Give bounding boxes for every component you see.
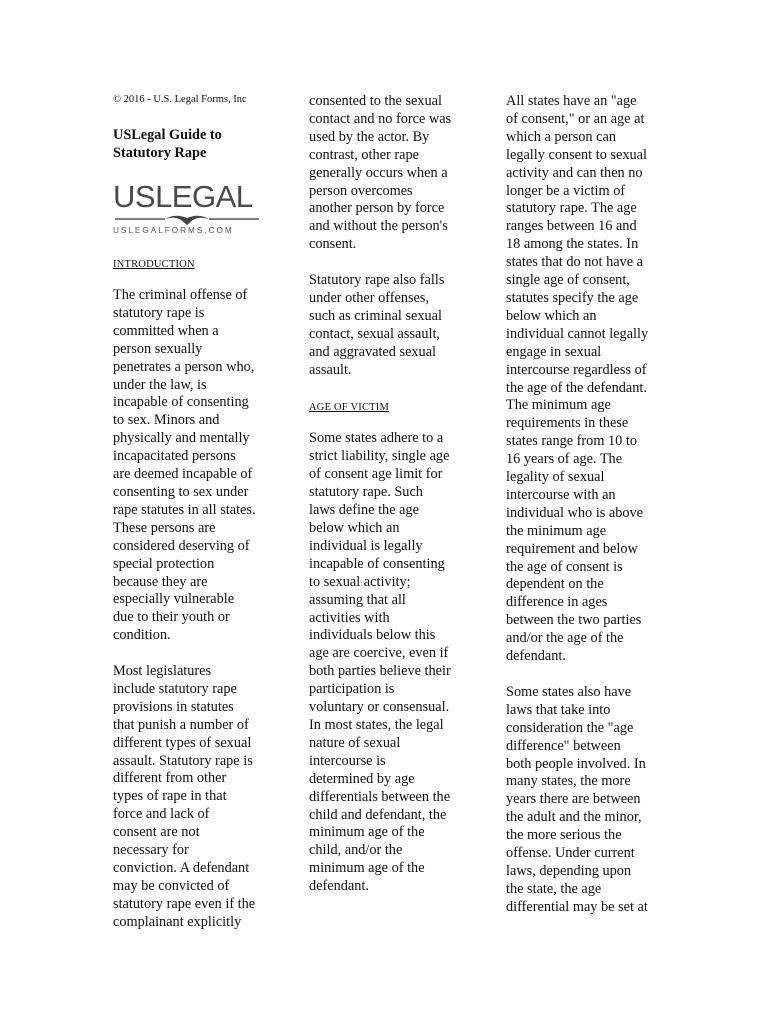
text-line: voluntary or consensual. [309,699,450,716]
text-line: laws that take into [506,701,611,718]
text-line: activities with [309,609,390,626]
text-line: In most states, the legal [309,716,444,733]
text-line: child and defendant, the [309,806,447,823]
text-line: the minimum age [506,522,607,539]
text-line: Some states also have [506,683,632,700]
col1-paragraph-2 [113,663,273,932]
text-line: generally occurs when a [309,164,448,181]
text-line: below which an [506,307,597,324]
text-line: requirement and below [506,540,638,557]
text-line: because they are [113,573,208,590]
text-line: difference in ages [506,594,608,611]
text-line: different types of sexual [113,734,252,751]
text-line: used by the actor. By [309,128,430,145]
text-line: intercourse with an [506,486,616,503]
text-line: especially vulnerable [113,591,235,608]
text-line: individual who is above [506,504,643,521]
text-line: incapable of consenting [113,394,249,411]
text-line: differentials between the [309,788,451,805]
text-line: 16 years of age. The [506,451,623,468]
text-line: legally consent to sexual [506,146,647,163]
text-line: physically and mentally [113,430,250,447]
text-line: individuals below this [309,627,436,644]
text-line: of consent," or an age at [506,110,645,127]
text-line: participation is [309,681,395,698]
col2-paragraph-1 [309,93,469,254]
text-line: ranges between 16 and [506,218,637,235]
text-line: intercourse regardless of [506,361,647,378]
text-line: laws define the age [309,502,419,519]
text-line: These persons are [113,519,216,536]
text-line: assuming that all [309,591,406,608]
text-line: to sexual activity; [309,573,411,590]
text-line: laws, depending upon [506,862,632,879]
text-line: statutory rape even if the [113,895,256,912]
text-line: statutory rape. Such [309,484,423,501]
text-line: minimum age of the [309,860,425,877]
uslegal-logo [113,179,261,236]
text-line: consent. [309,236,357,253]
text-line: necessary for [113,842,189,859]
text-line: All states have an "age [506,93,637,109]
logo-url: USLEGALFORMS.COM [113,226,234,235]
text-line: The criminal offense of [113,287,248,303]
text-line: determined by age [309,770,415,787]
text-line: to sex. Minors and [113,412,220,429]
text-line: and aggravated sexual [309,343,437,360]
text-line: the state, the age [506,880,602,897]
title-line-1: USLegal Guide to [113,127,222,143]
text-line: Some states adhere to a [309,430,444,447]
text-line: may be convicted of [113,877,230,894]
text-line: contrast, other rape [309,146,419,163]
title-line-2: Statutory Rape [113,145,207,161]
text-line: strict liability, single age [309,448,450,465]
text-line: single age of consent, [506,272,630,289]
text-line: types of rape in that [113,788,227,805]
text-line: statutes specify the age [506,289,639,306]
eagle-wings-icon [113,212,261,226]
text-line: person sexually [113,340,203,357]
text-line: statutory rape is [113,304,205,321]
col3-paragraph-1 [506,93,666,666]
text-line: dependent on the [506,576,604,593]
text-line: special protection [113,555,215,572]
text-line: considered deserving of [113,537,250,554]
text-line: condition. [113,627,171,644]
text-line: activity and can then no [506,164,643,181]
text-line: of consent age limit for [309,466,443,483]
text-line: complainant explicitly [113,913,242,930]
text-line: offense. Under current [506,845,635,862]
text-line: The minimum age [506,397,611,414]
col2-paragraph-3 [309,430,469,896]
col3-paragraph-2 [506,684,666,917]
text-line: engage in sexual [506,343,602,360]
text-line: are deemed incapable of [113,466,253,483]
text-line: under the law, is [113,376,207,393]
text-line: conviction. A defendant [113,859,250,876]
text-line: the more serious the [506,827,622,844]
text-line: different from other [113,770,227,787]
text-line: minimum age of the [309,824,425,841]
document-title [113,126,273,162]
text-line: penetrates a person who, [113,358,255,375]
text-line: force and lack of [113,806,210,823]
text-line: child, and/or the [309,842,403,859]
column-2 [309,93,469,896]
text-line: rape statutes in all states. [113,501,256,518]
text-line: under other offenses, [309,289,430,306]
text-line: the age of the defendant. [506,379,647,396]
logo-wordmark: USLEGAL [113,179,253,214]
text-line: states range from 10 to [506,433,638,450]
text-line: which a person can [506,128,616,145]
text-line: between the two parties [506,612,642,629]
text-line: differential may be set at [506,898,648,915]
text-line: below which an [309,520,400,537]
text-line: age are coercive, even if [309,645,449,662]
text-line: defendant. [309,878,369,895]
text-line: committed when a [113,322,219,339]
text-line: provisions in statutes [113,698,234,715]
text-line: contact, sexual assault, [309,325,441,342]
text-line: difference" between [506,737,621,754]
text-line: nature of sexual [309,734,401,751]
col1-paragraph-1 [113,287,273,645]
text-line: individual is legally [309,537,423,554]
text-line: individual cannot legally [506,325,649,342]
text-line: consent are not [113,824,200,841]
text-line: and/or the age of the [506,630,624,647]
text-line: the age of consent is [506,558,623,575]
text-line: requirements in these [506,415,629,432]
text-line: due to their youth or [113,609,230,626]
text-line: consented to the sexual [309,93,443,109]
text-line: incapacitated persons [113,448,236,465]
text-line: such as criminal sexual [309,307,443,324]
text-line: assault. [309,361,352,378]
text-line: incapable of consenting [309,555,445,572]
age-of-victim-heading: AGE OF VICTIM [309,402,389,414]
text-line: many states, the more [506,773,631,790]
text-line: Most legislatures [113,663,212,680]
text-line: assault. Statutory rape is [113,752,253,769]
col2-paragraph-2 [309,272,469,379]
text-line: that punish a number of [113,716,249,733]
column-1 [113,93,273,932]
text-line: states that do not have a [506,254,643,271]
text-line: 18 among the states. In [506,236,639,253]
text-line: consideration the "age [506,719,634,736]
text-line: Statutory rape also falls [309,272,445,289]
text-line: consenting to sex under [113,483,249,500]
text-line: statutory rape. The age [506,200,637,217]
introduction-heading: INTRODUCTION [113,259,195,270]
text-line: the adult and the minor, [506,809,642,826]
text-line: include statutory rape [113,680,237,697]
text-line: legality of sexual [506,469,605,486]
text-line: another person by force [309,200,445,217]
text-line: defendant. [506,648,566,665]
text-line: intercourse is [309,752,386,769]
text-line: both people involved. In [506,755,646,772]
text-line: person overcomes [309,182,413,199]
text-line: contact and no force was [309,110,452,127]
text-line: longer be a victim of [506,182,626,199]
text-line: both parties believe their [309,663,451,680]
copyright-notice: © 2016 - U.S. Legal Forms, Inc [113,94,247,105]
text-line: and without the person's [309,218,448,235]
column-3 [506,93,666,917]
text-line: years there are between [506,791,641,808]
